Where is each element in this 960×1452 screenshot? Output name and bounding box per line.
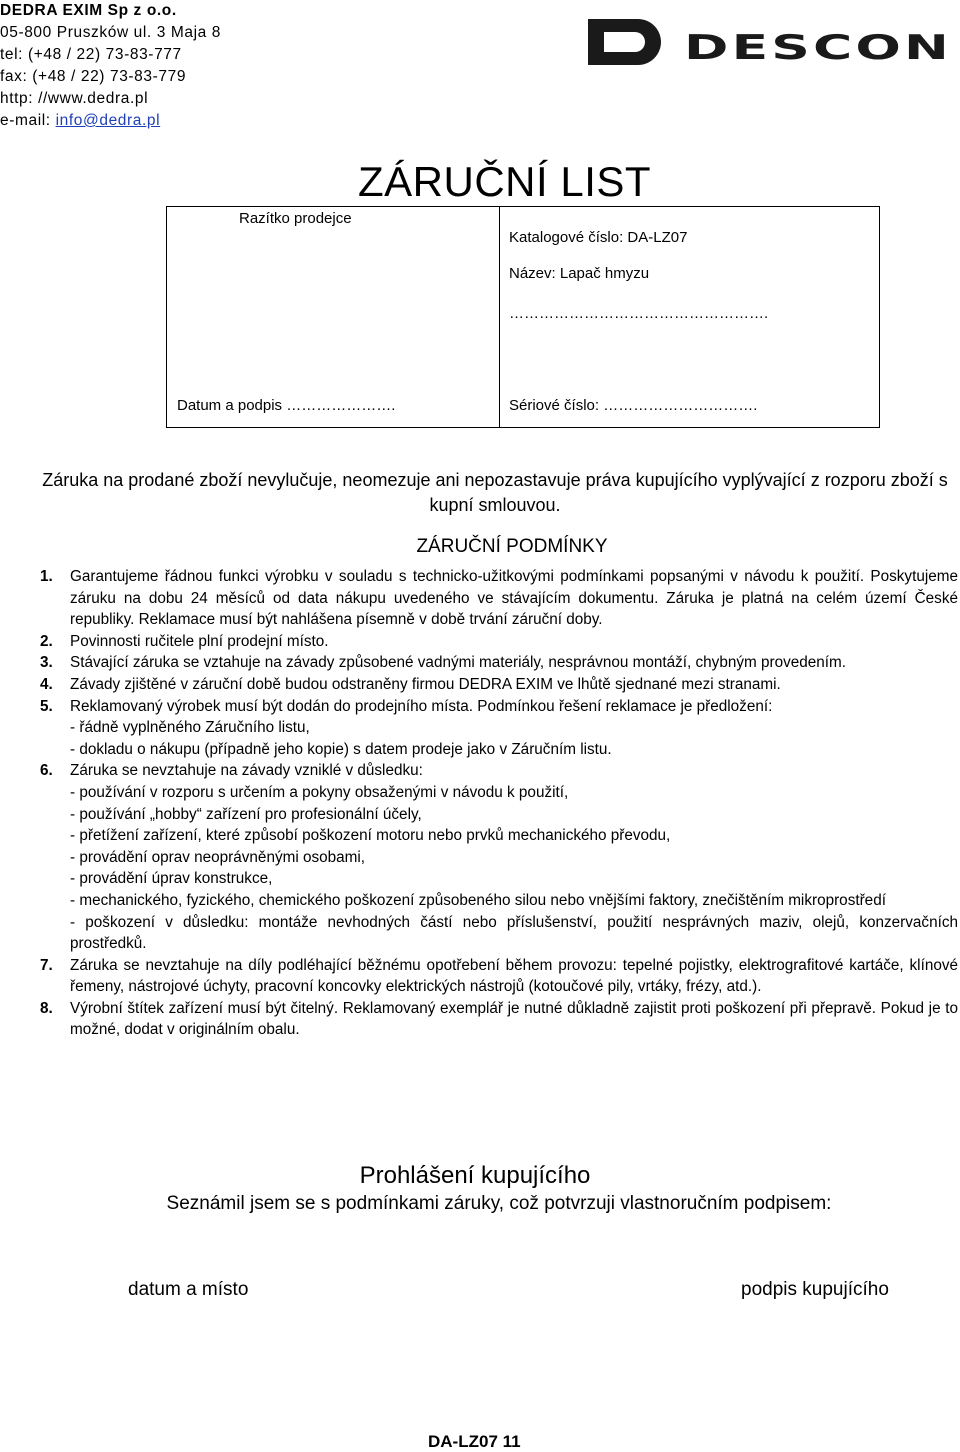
condition-text: Záruka se nevztahuje na závady vzniklé v důsledku:: [70, 762, 423, 780]
condition-item: [40, 998, 958, 1041]
serial-number-field: Sériové číslo: ………………………….: [509, 397, 758, 414]
condition-subitem: - provádění oprav neoprávněnými osobami,: [70, 848, 366, 866]
dotted-line: …………………………………………….: [509, 305, 769, 322]
condition-item: [40, 674, 958, 696]
warranty-box: [166, 206, 880, 428]
email-link[interactable]: info@dedra.pl: [55, 112, 161, 129]
descon-logo-graphic: [586, 12, 960, 72]
intro-text: Záruka na prodané zboží nevylučuje, neomezuje ani nepozastavuje práva kupujícího vyplývající z rozporu zboží s kupní smlouvou.: [42, 470, 948, 515]
condition-number: 4.: [40, 675, 53, 693]
condition-text: Garantujeme řádnou funkci výrobku v souladu s technicko-užitkovými podmínkami popsanými v návodu k použití. Poskytujeme záruku na dobu 24 měsíců od data nákupu uvedeného ve stávajícím dokumentu. Záruka je platná na celém území České republiky. Reklamace musí být nahlášena písemně v době trvání záruční doby.: [70, 568, 958, 629]
condition-item: [40, 955, 958, 998]
condition-text: Výrobní štítek zařízení musí být čitelný. Reklamovaný exemplář je nutné důkladně zajistit proti poškození při přepravě. Pokud je to možné, dodat v originálním obalu.: [70, 999, 958, 1039]
date-place-label: datum a místo: [128, 1279, 249, 1300]
condition-text: Záruka se nevztahuje na díly podléhající běžnému opotřebení během provozu: tepelné pojistky, elektrografitové kartáče, klínové řemeny, nástrojové úchyty, pracovní koncovky elektrických nástrojů (kotoučové pily, vrtáky, frézy, atd.).: [70, 956, 958, 996]
company-name: DEDRA EXIM Sp z o.o.: [0, 2, 177, 19]
condition-number: 2.: [40, 632, 53, 650]
seller-stamp-label: Razítko prodejce: [239, 210, 352, 227]
company-address: 05-800 Pruszków ul. 3 Maja 8: [0, 24, 221, 41]
condition-subitem: - mechanického, fyzického, chemického poškození způsobeného silou nebo vnějšími faktory, znečištěním mikroprostředí: [70, 891, 886, 909]
logo-wordmark: DESCON: [684, 28, 952, 68]
condition-number: 1.: [40, 568, 53, 585]
condition-text: Reklamovaný výrobek musí být dodán do prodejního místa. Podmínkou řešení reklamace je předložení:: [70, 697, 773, 715]
condition-subitem: - dokladu o nákupu (případně jeho kopie) s datem prodeje jako v Záručním listu.: [70, 740, 612, 758]
condition-item: [40, 760, 958, 954]
condition-text: Povinnosti ručitele plní prodejní místo.: [70, 632, 329, 650]
condition-item: [40, 696, 958, 761]
condition-subitem: - řádně vyplněného Záručního listu,: [70, 719, 310, 737]
company-tel: tel: (+48 / 22) 73-83-777: [0, 46, 182, 63]
condition-subitem: - používání v rozporu s určením a pokyny obsaženými v návodu k použití,: [70, 783, 569, 801]
descon-logo: [586, 12, 960, 72]
buyer-signature-label: podpis kupujícího: [741, 1279, 889, 1300]
product-name: Název: Lapač hmyzu: [509, 265, 650, 282]
condition-item: [40, 631, 958, 653]
page-title: ZÁRUČNÍ LIST: [358, 158, 652, 205]
condition-subitem: - provádění úprav konstrukce,: [70, 870, 273, 888]
date-signature-field: Datum a podpis ………………….: [177, 397, 396, 414]
catalog-number: Katalogové číslo: DA-LZ07: [509, 229, 688, 246]
buyer-declaration-text: Seznámil jsem se s podmínkami záruky, což potvrzuji vlastnoručním podpisem:: [166, 1193, 832, 1214]
company-email-row: [0, 110, 221, 132]
box-divider: [499, 207, 500, 427]
condition-subitem: - poškození v důsledku: montáže nevhodných částí nebo příslušenství, použití nesprávných maziv, olejů, konzervačních prostředků.: [70, 913, 958, 953]
email-label: e-mail:: [0, 112, 56, 129]
condition-text: Závady zjištěné v záruční době budou odstraněny firmou DEDRA EXIM ve lhůtě sjednané mezi stranami.: [70, 675, 781, 693]
condition-subitem: - přetížení zařízení, které způsobí poškození motoru nebo prvků mechanického převodu,: [70, 827, 671, 845]
company-fax: fax: (+48 / 22) 73-83-779: [0, 68, 187, 85]
condition-subitem: - používání „hobby“ zařízení pro profesionální účely,: [70, 805, 422, 823]
condition-number: 5.: [40, 697, 53, 715]
condition-item: [40, 566, 958, 631]
condition-number: 7.: [40, 956, 53, 974]
buyer-declaration-title: Prohlášení kupujícího: [359, 1162, 591, 1189]
condition-item: [40, 652, 958, 674]
condition-number: 6.: [40, 762, 53, 780]
conditions-list: [40, 566, 958, 1041]
document-code: DA-LZ07 11: [428, 1432, 521, 1451]
company-web: http: //www.dedra.pl: [0, 90, 149, 107]
condition-number: 3.: [40, 654, 53, 672]
conditions-title: ZÁRUČNÍ PODMÍNKY: [416, 536, 608, 557]
condition-text: Stávající záruka se vztahuje na závady způsobené vadnými materiály, nesprávnou montáží, chybným provedením.: [70, 654, 847, 672]
company-info: [0, 0, 221, 132]
condition-number: 8.: [40, 999, 53, 1017]
